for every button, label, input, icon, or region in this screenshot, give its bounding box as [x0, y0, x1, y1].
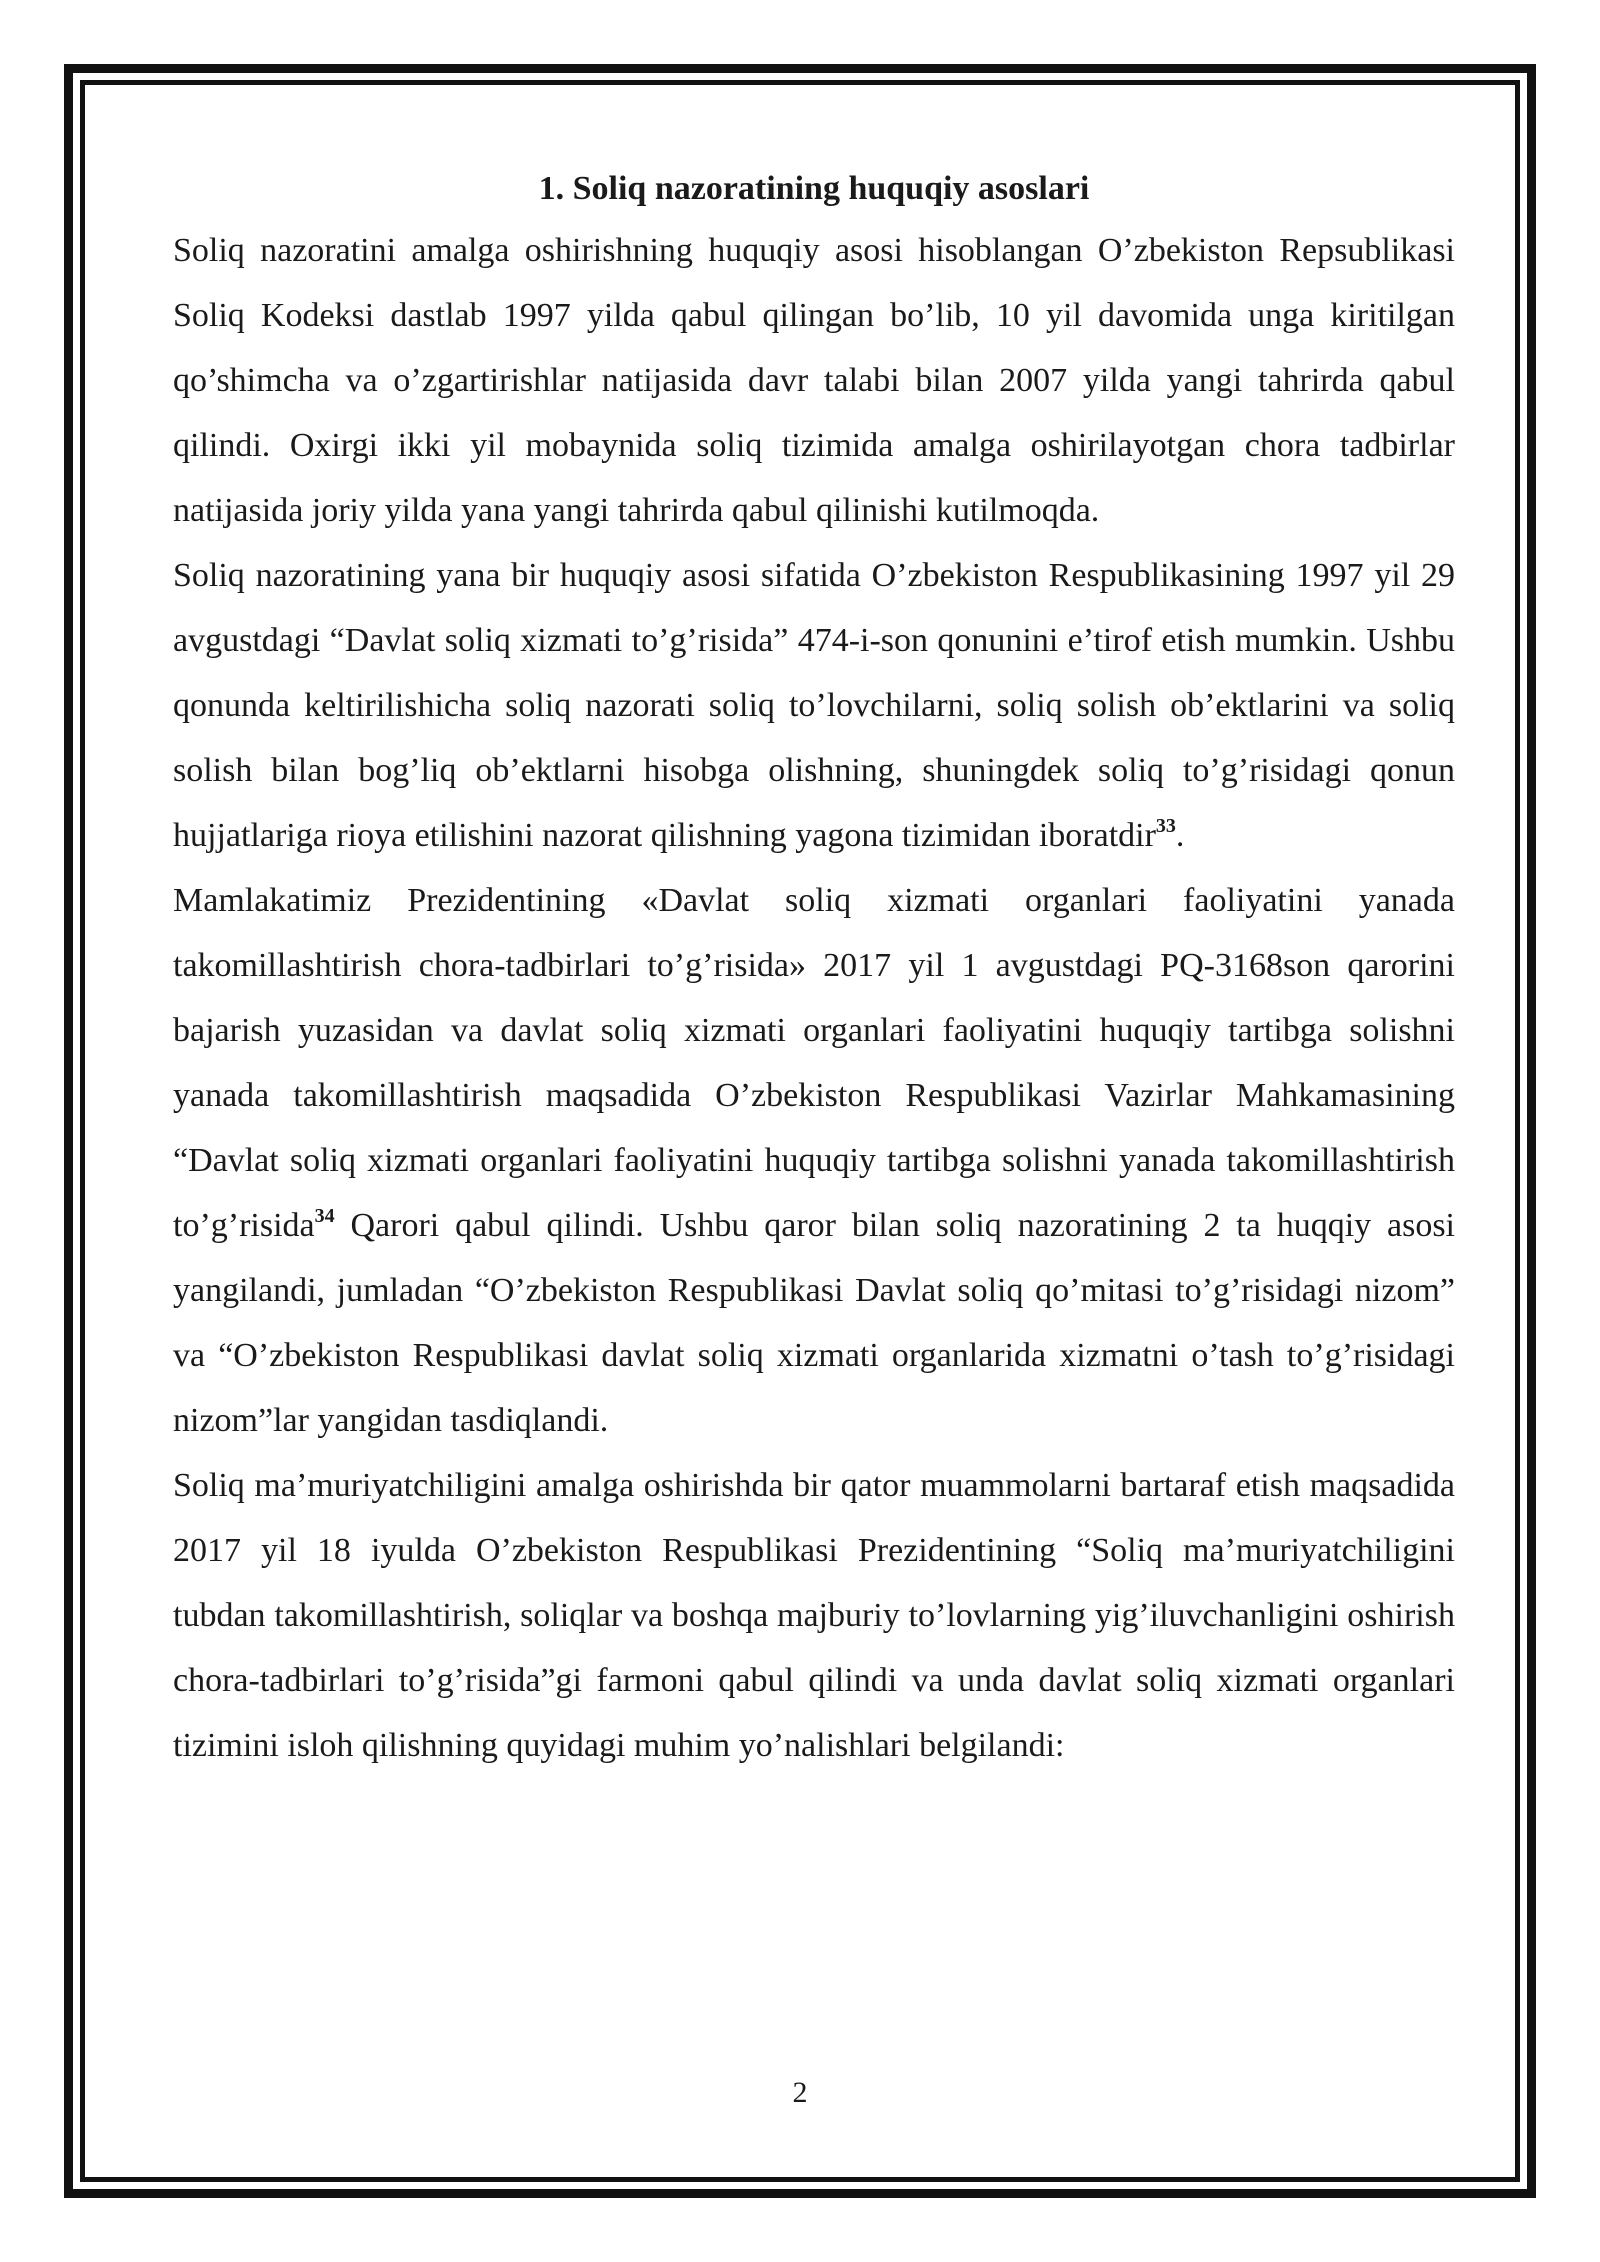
footnote-ref-34[interactable]: 34	[314, 1205, 335, 1227]
document-body	[173, 160, 1455, 1778]
page-number: 2	[792, 2076, 808, 2109]
section-heading: 1. Soliq nazoratining huquqiy asoslari	[538, 170, 1090, 207]
footnote-ref-33[interactable]: 33	[1155, 815, 1176, 837]
paragraph-1: Soliq nazoratini amalga oshirishning huquqiy asosi hisoblangan O’zbekiston Repsublikasi Soliq Kodeksi dastlab 1997 yilda qabul qilingan bo’lib, 10 yil davomida unga kiritilgan qo’shimcha va o’zgartirishlar natijasida davr talabi bilan 2007 yilda yangi tahrirda qabul qilindi. Oxirgi ikki yil mobaynida soliq tizimida amalga oshirilayotgan chora tadbirlar natijasida joriy yilda yana yangi tahrirda qabul qilinishi kutilmoqda.	[173, 232, 1455, 529]
paragraph-2	[173, 543, 1455, 868]
paragraph-3	[173, 868, 1455, 1453]
paragraph-2-tail: .	[1175, 817, 1185, 854]
paragraph-4: Soliq ma’muriyatchiligini amalga oshirishda bir qator muammolarni bartaraf etish maqsadida 2017 yil 18 iyulda O’zbekiston Respublikasi Prezidentining “Soliq ma’muriyatchiligini tubdan takomillashtirish, soliqlar va boshqa majburiy to’lovlarning yig’iluvchanligini oshirish chora-tadbirlari to’g’risida”gi farmoni qabul qilindi va unda davlat soliq xizmati organlari tizimini isloh qilishning quyidagi muhim yo’nalishlari belgilandi:	[173, 1467, 1455, 1764]
paragraph-3-text: Mamlakatimiz Prezidentining «Davlat soliq xizmati organlari faoliyatini yanada takomillashtirish chora-tadbirlari to’g’risida» 2017 yil 1 avgustdagi PQ-3168son qarorini bajarish yuzasidan va davlat soliq xizmati organlari faoliyatini huquqiy tartibga solishni yanada takomillashtirish maqsadida O’zbekiston Respublikasi Vazirlar Mahkamasining “Davlat soliq xizmati organlari faoliyatini huquqiy tartibga solishni yanada takomillashtirish to’g’risida	[173, 882, 1455, 1244]
paragraph-2-text: Soliq nazoratining yana bir huquqiy asosi sifatida O’zbekiston Respublikasining 1997 yil 29 avgustdagi “Davlat soliq xizmati to’g’risida” 474-i-son qonunini e’tirof etish mumkin. Ushbu qonunda keltirilishicha soliq nazorati soliq to’lovchilarni, soliq solish ob’ektlarini va soliq solish bilan bog’liq ob’ektlarni hisobga olishning, shuningdek soliq to’g’risidagi qonun hujjatlariga rioya etilishini nazorat qilishning yagona tizimidan iboratdir	[173, 557, 1455, 854]
paragraph-3-tail: Qarori qabul qilindi. Ushbu qaror bilan soliq nazoratining 2 ta huqqiy asosi yangilandi, jumladan “O’zbekiston Respublikasi Davlat soliq qo’mitasi to’g’risidagi nizom” va “O’zbekiston Respublikasi davlat soliq xizmati organlarida xizmatni o’tash to’g’risidagi nizom”lar yangidan tasdiqlandi.	[173, 1207, 1455, 1439]
